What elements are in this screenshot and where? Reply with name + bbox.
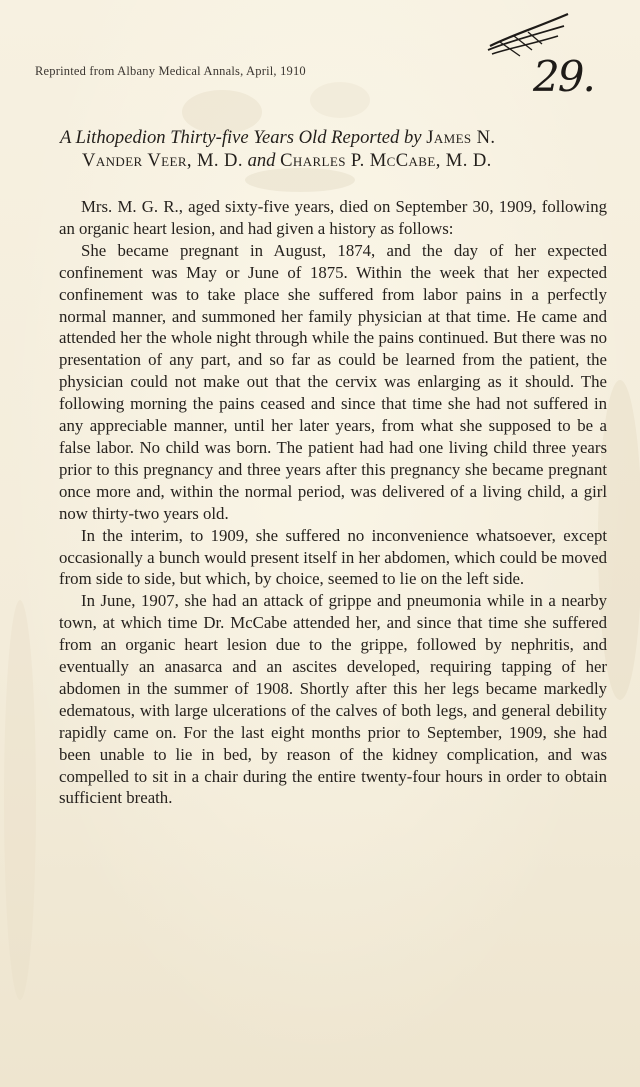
paragraph: In the interim, to 1909, she suffered no inconvenience whatsoever, except occasionally a bunch would present itself in her abdomen, which could be moved from side to side, but which, by choice, seemed to lie on the left side.	[59, 525, 607, 589]
article-body	[59, 196, 607, 809]
and-conjunction: and	[247, 150, 276, 171]
reprint-notice: Reprinted from Albany Medical Annals, April, 1910	[35, 64, 306, 78]
author-first-name: James N.	[426, 127, 496, 148]
author-1-surname: Vander Veer, M. D.	[82, 150, 243, 171]
author-2: Charles P. McCabe, M. D.	[280, 150, 492, 171]
paragraph: In June, 1907, she had an attack of grippe and pneumonia while in a nearby town, at which time Dr. McCabe attended her, and since that time she suffered from an organic heart lesion due to the grippe, followed by nephritis, and eventually an anasarca and an ascites developed, requiring tapping of her abdomen in the summer of 1908. Shortly after this her legs became markedly edematous, with large ulcerations of the calves of both legs, and general debility rapidly came on. For the last eight months prior to September, 1909, she had been unable to lie in bed, by reason of the kidney complication, and was compelled to sit in a chair during the entire twenty-four hours in order to obtain sufficient breath.	[59, 591, 607, 808]
page-number: 29.	[533, 52, 594, 101]
title-second-line	[60, 149, 620, 172]
paragraph: She became pregnant in August, 1874, and the day of her expected confinement was May or June of 1875. Within the week that her expected confinement was to take place she suffered from labor pains in a perfectly normal manner, and summoned her family physician at that time. He came and attended her the whole night through while the pains continued. But there was no presentation of any part, and so far as could be learned from the patient, the physician could not make out that the cervix was enlarging as it should. The following morning the pains ceased and since that time she had not suffered in any appreciable manner, until her later years, from what she supposed to be a false labor. No child was born. The patient had had one living child three years prior to this pregnancy and three years after this pregnancy she became pregnant once more and, within the normal period, was delivered of a living child, a girl now thirty-two years old.	[59, 240, 607, 523]
title-text: A Lithopedion Thirty-five Years Old Reported by	[60, 127, 422, 148]
article-title	[60, 126, 620, 172]
paragraph: Mrs. M. G. R., aged sixty-five years, died on September 30, 1909, following an organic heart lesion, and had given a history as follows:	[59, 197, 607, 238]
